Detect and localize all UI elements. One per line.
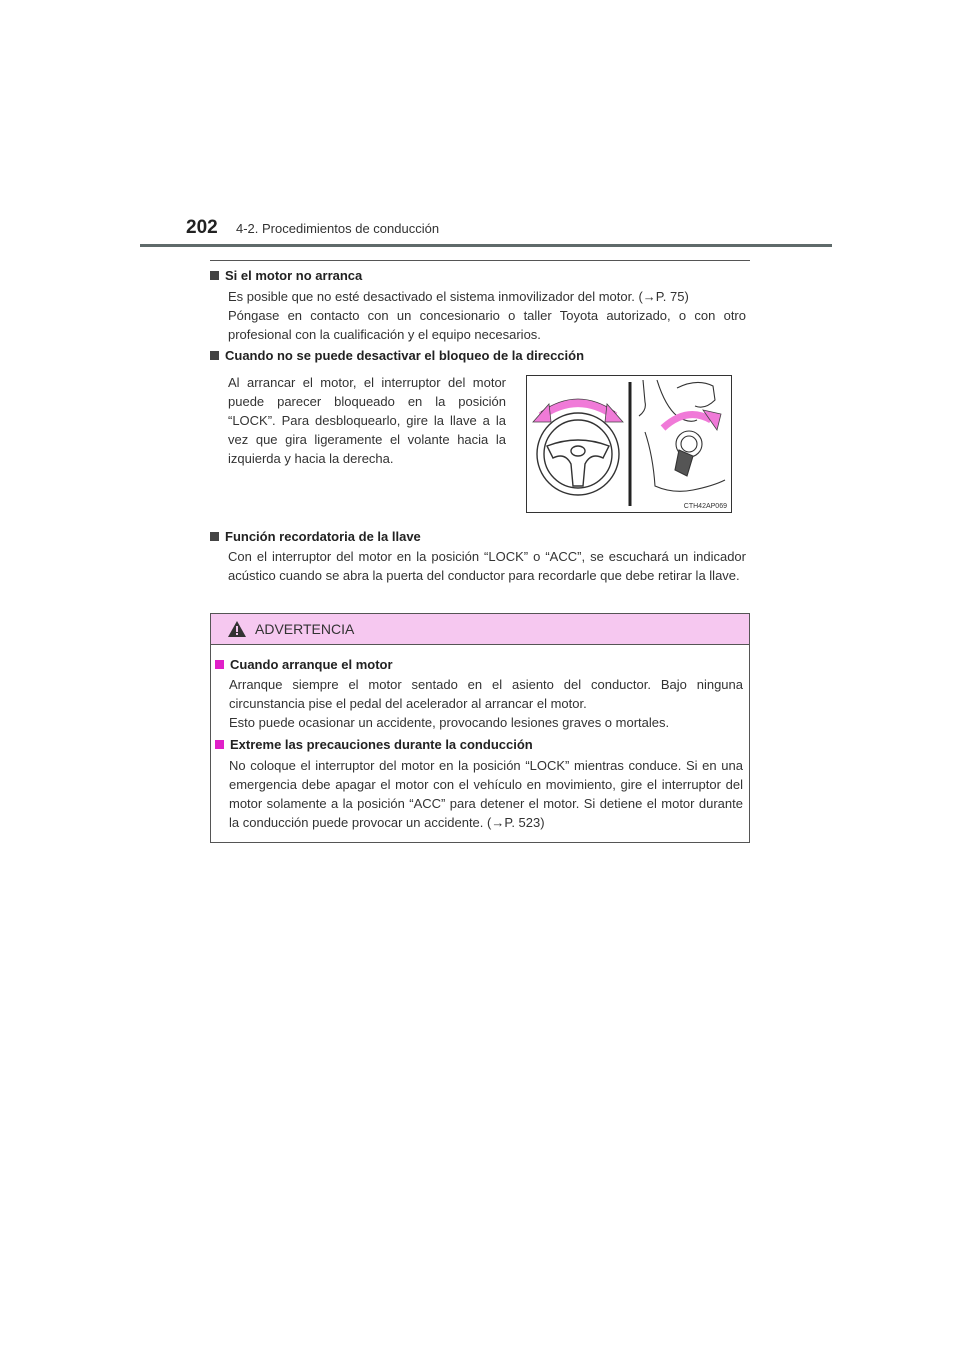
warning-heading-conduccion: Extreme las precauciones durante la conducción	[215, 737, 533, 752]
page-number: 202	[186, 217, 218, 238]
section-heading-motor-no-arranca: Si el motor no arranca	[210, 268, 362, 283]
warning-body-conduccion	[229, 756, 743, 832]
section-body-recordatoria-llave	[228, 547, 746, 585]
warning-heading-arranque: Cuando arranque el motor	[215, 657, 393, 672]
warning-body-arranque	[229, 675, 743, 732]
warning-triangle-icon	[227, 620, 247, 638]
bullet-square-icon	[215, 660, 224, 669]
section-heading-bloqueo-direccion: Cuando no se puede desactivar el bloqueo de la dirección	[210, 348, 584, 363]
section-divider	[210, 260, 750, 261]
warning-title: ADVERTENCIA	[255, 621, 355, 637]
turn-key-arrow-icon	[663, 410, 721, 430]
steering-wheel-icon	[537, 413, 619, 495]
warning-header	[211, 614, 749, 645]
bullet-square-icon	[210, 532, 219, 541]
paragraph: Es posible que no esté desactivado el sistema inmovilizador del motor. (→P. 75)	[228, 289, 689, 304]
paragraph: Póngase en contacto con un concesionario o taller Toyota autorizado, o con otro profesional con la cualificación y el equipo necesarios.	[228, 308, 746, 342]
steering-wheel-and-key-drawing	[527, 376, 731, 512]
bullet-square-icon	[215, 740, 224, 749]
paragraph: Arranque siempre el motor sentado en el asiento del conductor. Bajo ninguna circunstancia pise el pedal del acelerador al arrancar el motor.	[229, 677, 743, 711]
paragraph: No coloque el interruptor del motor en la posición “LOCK” mientras conduce. Si en una emergencia debe apagar el motor con el vehículo en movimiento, gire el interruptor del motor solamente a la posición “ACC” para detener el motor. Si detiene el motor durante la conducción puede provocar un accidente. (→P. 523)	[229, 758, 743, 830]
figure-code: CTH42AP069	[683, 503, 727, 510]
paragraph: Con el interruptor del motor en la posición “LOCK” o “ACC”, se escuchará un indicador acústico cuando se abra la puerta del conductor para recordarle que debe retirar la llave.	[228, 549, 746, 583]
rotate-arrow-icon	[533, 399, 623, 422]
chapter-title: 4-2. Procedimientos de conducción	[236, 221, 440, 236]
steering-lock-illustration	[526, 375, 732, 513]
paragraph: Al arrancar el motor, el interruptor del motor puede parecer bloqueado en la posición “LOCK”. Para desbloquearlo, gire la llave a la vez que gira ligeramente el volante hacia la izquierda y hacia la derecha.	[228, 375, 506, 466]
section-body-bloqueo-direccion	[228, 373, 506, 468]
paragraph: Esto puede ocasionar un accidente, provocando lesiones graves o mortales.	[229, 715, 670, 730]
section-body-motor-no-arranca	[228, 287, 746, 344]
ignition-switch-icon	[639, 380, 725, 491]
warning-box	[210, 613, 750, 843]
section-heading-recordatoria-llave: Función recordatoria de la llave	[210, 529, 421, 544]
bullet-square-icon	[210, 271, 219, 280]
header-rule	[140, 244, 832, 247]
bullet-square-icon	[210, 351, 219, 360]
